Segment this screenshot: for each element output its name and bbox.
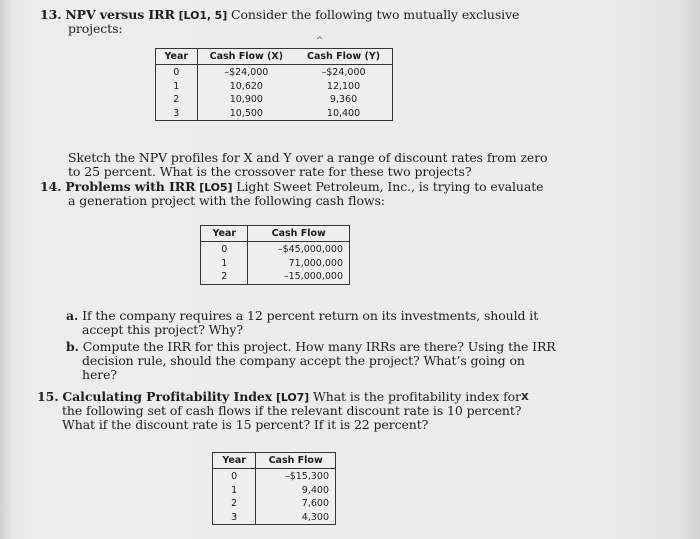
cash-flow-x-cell: 10,900 [229,94,263,105]
year-cell: 0 [201,242,248,257]
year-cell: 3 [156,107,198,121]
q15-text-2: the following set of cash flows if the relevant discount rate is 10 percent? [62,403,522,418]
q14-title: Problems with IRR [65,179,196,194]
table-row [213,511,336,525]
q14-part-b-line-1 [66,340,556,354]
table-row [201,242,350,257]
q14-number: 14. [40,179,62,194]
cash-flow-cell: 71,000,000 [288,257,343,269]
q13-number: 13. [40,7,62,22]
q14-part-a-text-1: If the company requires a 12 percent return on its investments, should it [82,308,539,323]
q15-title: Calculating Profitability Index [62,389,273,404]
cash-flow-cell: 7,600 [301,498,329,509]
q14-part-a-text-2: accept this project? Why? [82,322,243,337]
year-cell: 0 [156,65,198,80]
q15-cash-flow-table [212,452,336,525]
table-row [213,469,336,484]
cash-flow-cell: –15,000,000 [283,271,343,282]
q15-refs: [LO7] [275,391,310,404]
column-header-year: Year [213,453,256,469]
q14-cash-flow-table [200,225,350,285]
q14-refs: [LO5] [199,181,233,194]
q13-text-2: projects: [68,21,123,36]
q14-text-1: Light Sweet Petroleum, Inc., is trying to evaluate [236,179,544,194]
q14-part-b-label: b. [66,339,79,354]
q13-sketch-text-1: Sketch the NPV profiles for X and Y over a range of discount rates from zero [68,150,548,165]
column-header-year: Year [201,226,248,242]
year-cell: 2 [213,497,256,511]
q14-part-a-line-1 [66,309,538,323]
q13-title: NPV versus IRR [65,7,175,22]
cash-flow-y-cell: –$24,000 [321,66,366,78]
q14-text-2: a generation project with the following cash flows: [68,193,385,208]
cash-flow-cell: 4,300 [301,511,329,523]
x-mark-icon: x [521,389,529,403]
cash-flow-x-cell: –$24,000 [224,66,269,78]
table-header-row [213,453,336,469]
year-cell: 1 [201,257,248,271]
cash-flow-x-cell: 10,500 [229,107,263,119]
year-cell: 2 [156,93,198,107]
year-cell: 1 [213,484,256,498]
table-row [213,497,336,511]
table-row [156,107,393,121]
year-cell: 1 [156,80,198,94]
cash-flow-cell: –$15,300 [284,470,329,482]
cash-flow-cell: 9,400 [301,484,329,496]
cash-flow-y-cell: 12,100 [326,80,361,92]
cash-flow-x-cell: 10,620 [229,80,263,92]
q14-part-b-text-3: here? [82,367,118,382]
q15-text-1: What is the profitability index for [313,389,521,404]
q15-text-3: What if the discount rate is 15 percent? If it is 22 percent? [62,417,429,432]
table-header-row [201,226,350,242]
table-row [201,257,350,271]
table-row [213,484,336,498]
q14-part-b-text-2: decision rule, should the company accept the project? What’s going on [82,353,525,368]
column-header-year: Year [156,49,198,65]
q15-number: 15. [37,389,59,404]
q14-part-b-text-1: Compute the IRR for this project. How many IRRs are there? Using the IRR [82,339,556,354]
year-cell: 0 [213,469,256,484]
year-cell: 2 [201,270,248,284]
cash-flow-y-cell: 9,360 [329,94,358,105]
column-header-cash-flow-x: Cash Flow (X) [197,49,295,65]
q13-cash-flow-table [155,48,393,121]
caret-mark: ^ [316,36,324,46]
table-row [156,93,393,107]
cash-flow-y-cell: 10,400 [326,107,361,119]
cash-flow-cell: –$45,000,000 [277,243,343,255]
q13-sketch-text-2: to 25 percent. What is the crossover rate for these two projects? [68,164,472,179]
year-cell: 3 [213,511,256,525]
table-row [156,65,393,80]
column-header-cash-flow: Cash Flow [248,226,350,242]
q14-part-a-label: a. [66,308,79,323]
column-header-cash-flow: Cash Flow [256,453,336,469]
column-header-cash-flow-y: Cash Flow (Y) [295,49,392,65]
table-header-row [156,49,393,65]
table-row [156,80,393,94]
q13-refs: [LO1, 5] [178,9,228,22]
q13-text-1: Consider the following two mutually exclusive [231,7,520,22]
table-row [201,270,350,284]
